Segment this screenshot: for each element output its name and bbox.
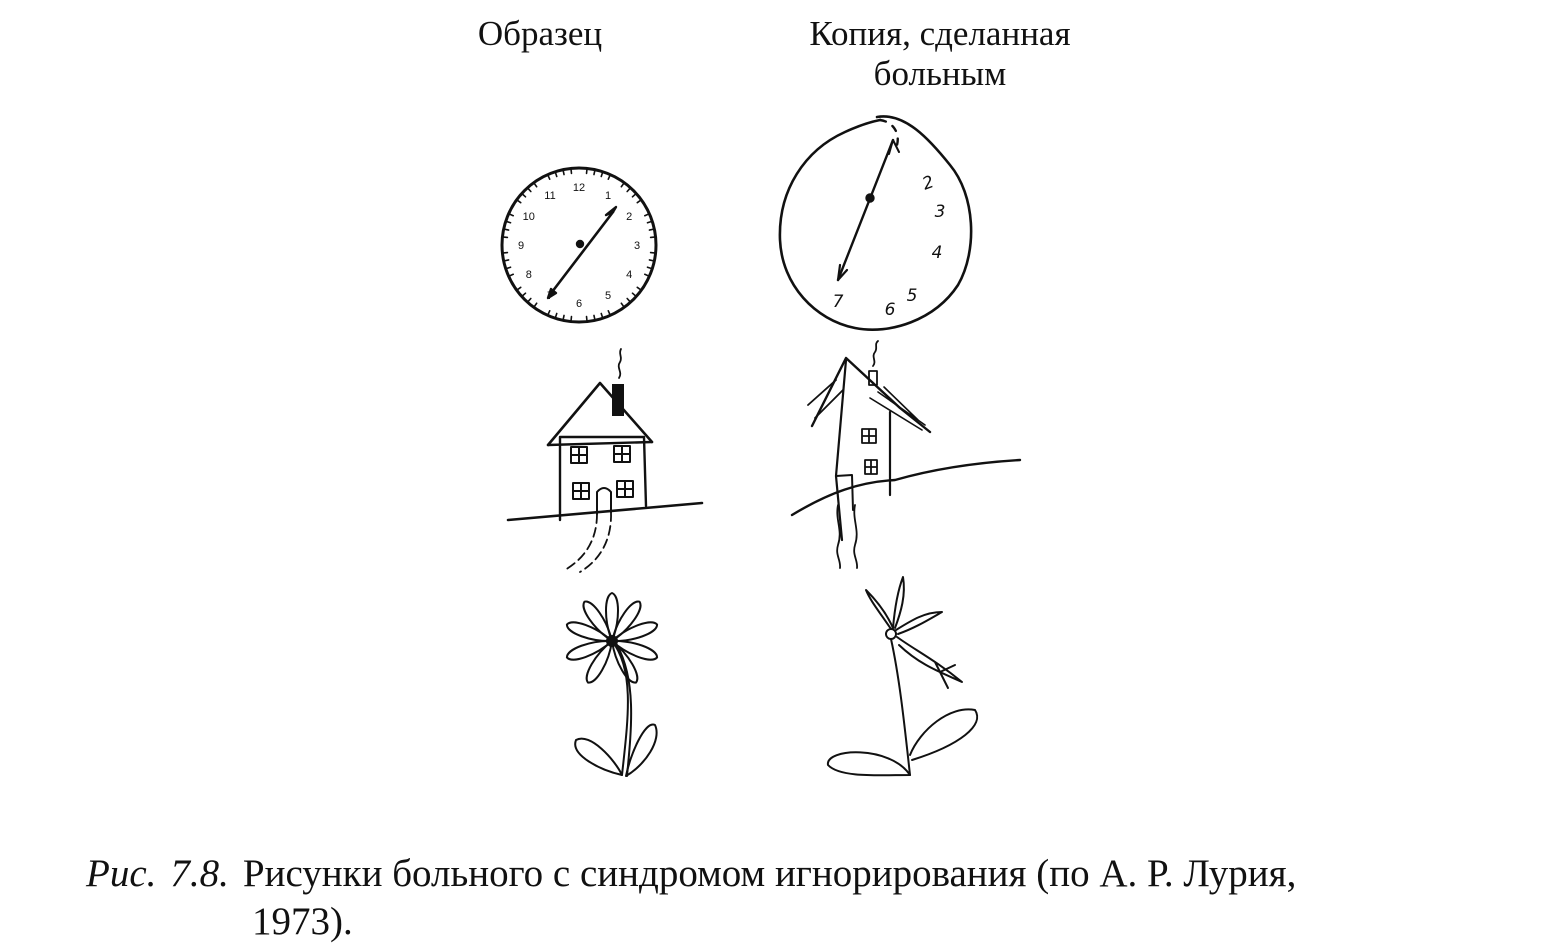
sample-clock-numeral: 1 xyxy=(604,189,612,202)
sample-clock-numeral: 4 xyxy=(626,269,633,281)
copy-clock-hand xyxy=(838,140,893,280)
sample-clock-numeral: 5 xyxy=(604,290,612,303)
sample-clock-tick xyxy=(571,317,572,322)
sample-clock-tick xyxy=(504,229,509,230)
sample-clock-numeral: 11 xyxy=(544,189,556,202)
sample-clock-tick xyxy=(651,253,656,254)
copy-clock-numeral: 4 xyxy=(931,243,943,263)
sample-clock-tick xyxy=(563,170,564,175)
sample-flower-stem xyxy=(612,641,631,776)
copy-title-line2: больным xyxy=(873,54,1007,93)
sample-flower xyxy=(565,593,659,776)
sample-house-windows xyxy=(571,446,633,499)
copy-house xyxy=(792,341,1020,568)
sample-clock-tick xyxy=(594,315,595,320)
sample-clock-numeral: 3 xyxy=(633,240,641,252)
sample-clock-tick xyxy=(563,315,564,320)
caption-text-line2: 1973). xyxy=(252,900,353,943)
copy-ground xyxy=(792,460,1020,515)
sample-column-title: Образец xyxy=(477,14,603,53)
sample-clock-numeral: 9 xyxy=(517,240,525,252)
sample-clock-tick xyxy=(649,229,654,230)
sample-house-chimney xyxy=(612,384,624,416)
copy-clock xyxy=(780,116,971,329)
sample-clock-numeral: 6 xyxy=(575,298,583,310)
sample-clock-numeral: 12 xyxy=(572,182,586,194)
copy-clock-numeral: 6 xyxy=(884,300,896,320)
sample-clock-numeral: 2 xyxy=(626,211,633,223)
copy-title-line1: Копия, сделанная xyxy=(809,14,1071,53)
caption-number: 7.8. xyxy=(170,852,229,895)
sample-clock-tick xyxy=(522,293,526,296)
sample-clock-tick xyxy=(502,253,507,254)
sample-clock-hand xyxy=(552,212,613,292)
sample-clock-tick xyxy=(522,193,526,196)
figure-caption xyxy=(86,850,1466,946)
sample-clock-tick xyxy=(527,188,530,192)
sample-clock-tick xyxy=(527,299,530,303)
sample-clock-hand-tip xyxy=(606,207,616,215)
sample-house xyxy=(508,349,702,572)
sample-clock-tick xyxy=(627,188,630,192)
sample-smoke xyxy=(619,349,621,378)
caption-label: Рис. xyxy=(86,852,157,895)
sample-clock-tick xyxy=(587,317,588,322)
copy-flower xyxy=(828,577,977,775)
sample-clock-tick xyxy=(651,237,656,238)
sample-clock-tick xyxy=(502,237,507,238)
copy-clock-numerals xyxy=(833,172,946,320)
copy-clock-numeral: 3 xyxy=(934,202,946,222)
sample-clock-tick xyxy=(571,168,572,173)
copy-clock-numeral: 5 xyxy=(906,286,918,306)
sample-clock-tick xyxy=(649,260,654,261)
sample-clock-tick xyxy=(627,299,630,303)
sample-clock-tick xyxy=(633,193,637,196)
sample-ground xyxy=(508,503,702,520)
sample-clock-numeral: 8 xyxy=(525,269,532,281)
sample-clock-tick xyxy=(504,260,509,261)
sample-clock-tick xyxy=(587,168,588,173)
sample-clock-tick xyxy=(633,293,637,296)
sample-clock xyxy=(502,168,656,322)
copy-clock-numeral: 7 xyxy=(832,292,844,312)
sample-clock-tick xyxy=(594,170,595,175)
sample-clock-numeral: 10 xyxy=(522,211,535,223)
copy-clock-numeral: 2 xyxy=(919,172,937,195)
caption-text-line1: Рисунки больного с синдромом игнорирования (по А. Р. Лурия, xyxy=(242,852,1297,895)
